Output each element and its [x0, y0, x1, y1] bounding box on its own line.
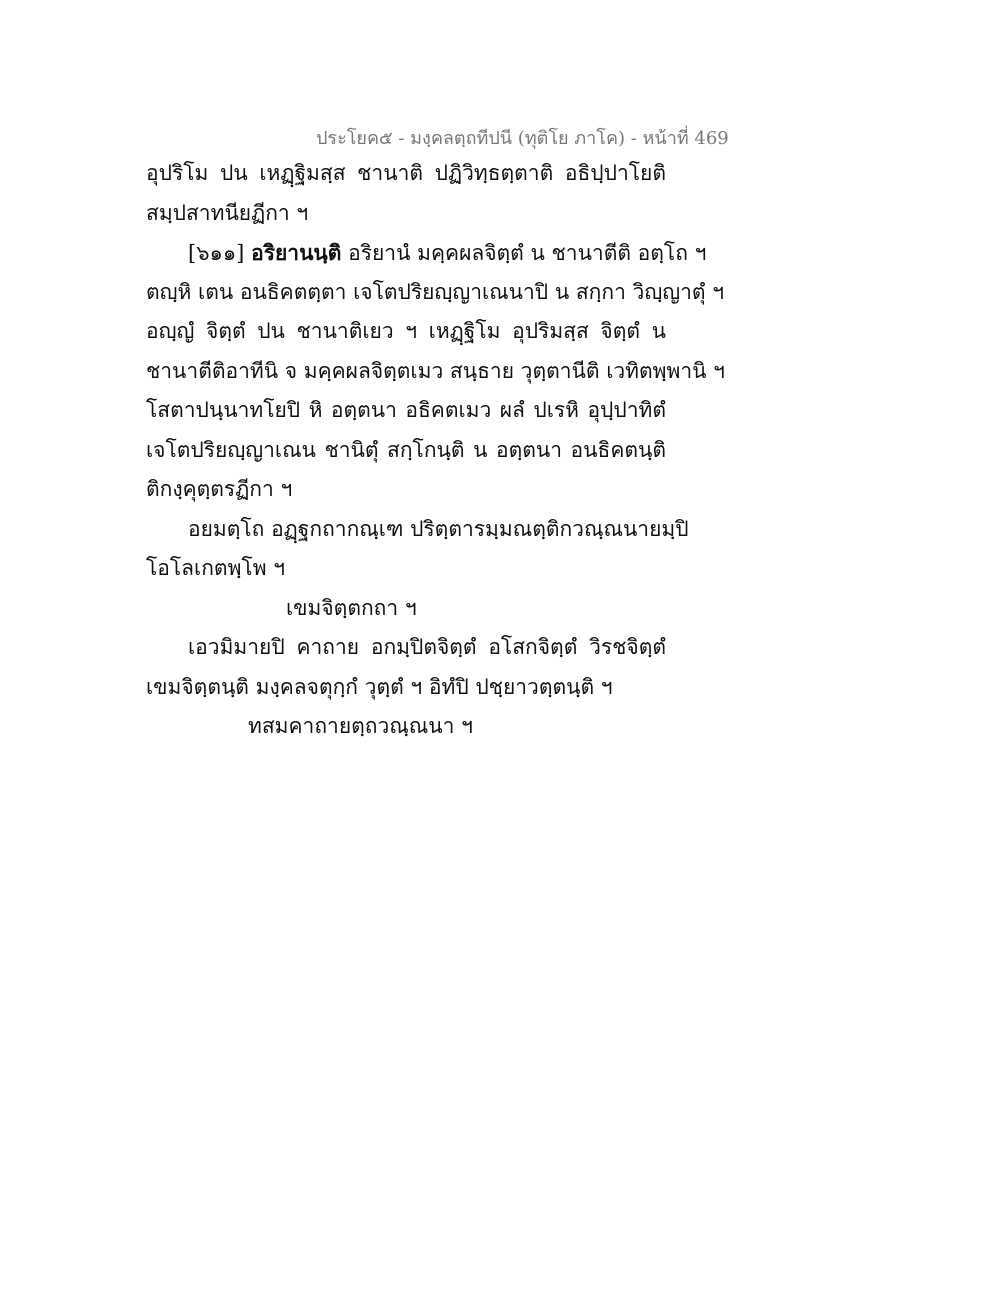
section-title: เขมจิตฺตกถา ฯ [286, 595, 417, 620]
headword: อริยานนฺติ [251, 240, 342, 265]
text-line: เขมจิตฺตนฺติ มงฺคลจตุกฺกํ วุตฺตํ ฯ อิทํปิ ปชฺยาวตฺตนฺติ ฯ [146, 674, 613, 699]
text-line: อญฺญํ จิตฺตํ ปน ชานาติเยว ฯ เหฏฺฐิโม อุปริมสฺส จิตฺตํ น [146, 319, 666, 343]
text-line: เอวมิมายปิ คาถาย อกมฺปิตจิตฺตํ อโสกจิตฺตํ วิรชจิตฺตํ [188, 635, 666, 659]
text-line: อุปริโม ปน เหฏฺฐิมสฺส ชานาติ ปฏิวิทฺธตฺตาติ อธิปฺปาโยติ [146, 161, 666, 185]
text-line: โอโลเกตพฺโพ ฯ [146, 556, 286, 580]
text-line: สมฺปสาทนียฏีกา ฯ [146, 200, 309, 225]
text-line: ชานาตีติอาทีนิ จ มคฺคผลจิตฺตเมว สนฺธาย วุตฺตานีติ เวทิตพฺพานิ ฯ [146, 358, 725, 383]
paragraph-number: [๖๑๑] [188, 241, 245, 265]
paragraph-611-first-line [146, 237, 707, 277]
text-span: อริยานํ มคฺคผลจิตฺตํ น ชานาตีติ อตฺโถ ฯ [348, 241, 707, 265]
document-body [146, 158, 725, 751]
text-line: โสตาปนฺนาทโยปิ หิ อตฺตนา อธิคตเมว ผลํ ปเรหิ อุปฺปาทิตํ [146, 398, 666, 422]
section-title: ทสมคาถายตฺถวณฺณนา ฯ [248, 714, 473, 738]
running-header: ประโยค๕ - มงฺคลตฺถทีปนี (ทุติโย ภาโค) - หน้าที่ 469 [316, 128, 729, 149]
text-line: ติกงฺคุตฺตรฏีกา ฯ [146, 477, 293, 501]
text-line: เจโตปริยญฺญาเณน ชานิตุํ สกฺโกนฺติ น อตฺตนา อนธิคตนฺติ [146, 437, 666, 462]
text-line: อยมตฺโถ อฏฺฐกถากณฺเฑ ปริตฺตารมฺมณตฺติกวณฺณนายมฺปิ [188, 516, 689, 541]
text-line: ตญฺหิ เตน อนธิคตตฺตา เจโตปริยญฺญาเณนาปิ น สกฺกา วิญฺญาตุํ ฯ [146, 279, 725, 304]
